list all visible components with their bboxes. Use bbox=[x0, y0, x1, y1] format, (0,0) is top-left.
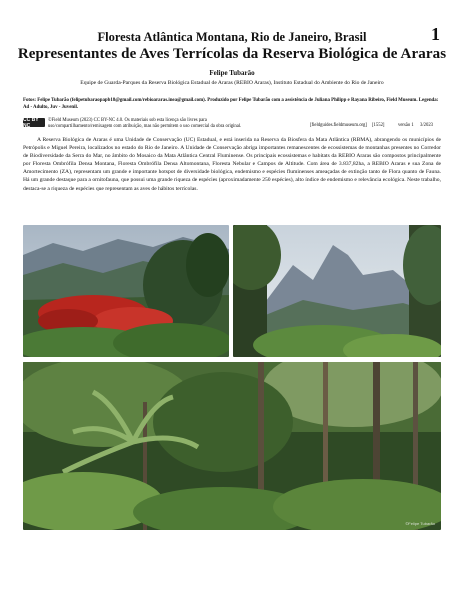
photo-credits: Fotos: Felipe Tubarão (felipetubaraopapb18@gmail.com/rebioararas.inea@gmail.com). Produzido por Felipe Tubarão com a assistência de Juliana Philipp e Rayana Ribeiro, Field Museum. Legenda: Ad - Adulto, Juv - Juvenil. bbox=[23, 98, 439, 110]
license-text: ©Field Museum (2023) CC BY-NC 4.0. Os materiais sob esta licença são livres para uso/compartilhamento/remixagem com atribuição, mas não permitem o uso comercial da obra original. bbox=[48, 118, 242, 129]
abstract-text: A Reserva Biológica de Araras é uma Unidade de Conservação (UC) Estadual, e está inserida na Reserva da Biosfera da Mata Atlântica (RBMA), abrangendo os municípios de Petrópolis e Miguel Pereira, localizados no estado do Rio de Janeiro. A Unidade de Conservação abriga importantes remanescentes de ecossistemas de montanhas presentes no Corredor de Biodiversidade da Serra do Mar, no âmbito do Mosaico da Mata Atlântica Central Fluminense. Os principais ecossistemas e habitats da REBIO Araras são compostos principalmente por Floresta Ombrófila Densa Montana, Floresta Ombrófila Densa Altomontana, Floresta Nebular e Campos de Altitude. Com área de 3.837,82ha, a REBIO Araras e sua Zona de Amortecimento (ZA), representam um grande e importante hotspot de diversidade biológica, endemismo e espécies fluminenses ameaçadas de extinção tanto de Flora quanto de Fauna. Há um grande destaque para a ornitofauna, que possui uma grande riqueza de espécies (aproximadamente 250 espécies), alto índice de endemismo e relevância ecológica. Neste trabalho, destaca-se a riqueza de espécies que representam as aves de hábitos terrícolas. bbox=[23, 137, 441, 192]
title-line-1: Floresta Atlântica Montana, Rio de Janeiro, Brasil bbox=[97, 30, 367, 44]
photo-forest-interior bbox=[23, 362, 441, 530]
affiliation: Equipe de Guarda-Parques da Reserva Biológica Estadual de Araras (REBIO Araras), Instituto Estadual do Ambiente do Rio de Janeiro bbox=[80, 80, 384, 86]
abstract bbox=[23, 136, 441, 193]
date-label: 3/2023 bbox=[420, 123, 434, 128]
license-row bbox=[23, 118, 441, 130]
page-title: Representantes de Aves Terrícolas da Reserva Biológica de Araras bbox=[17, 46, 447, 62]
cc-license-icon: CC BY NC bbox=[23, 118, 45, 127]
photo-credit-3: ©Felipe Tubarão bbox=[405, 521, 435, 526]
page-number: 1 bbox=[431, 24, 440, 44]
photo-mountain-red-flowers bbox=[23, 225, 229, 357]
photo-mountain-peak bbox=[233, 225, 441, 357]
version-label: versão 1 bbox=[398, 123, 414, 128]
guide-number: [1552] bbox=[372, 123, 385, 128]
fieldguides-link[interactable]: [fieldguides.fieldmuseum.org] bbox=[310, 123, 367, 128]
author: Felipe Tubarão bbox=[209, 69, 255, 77]
